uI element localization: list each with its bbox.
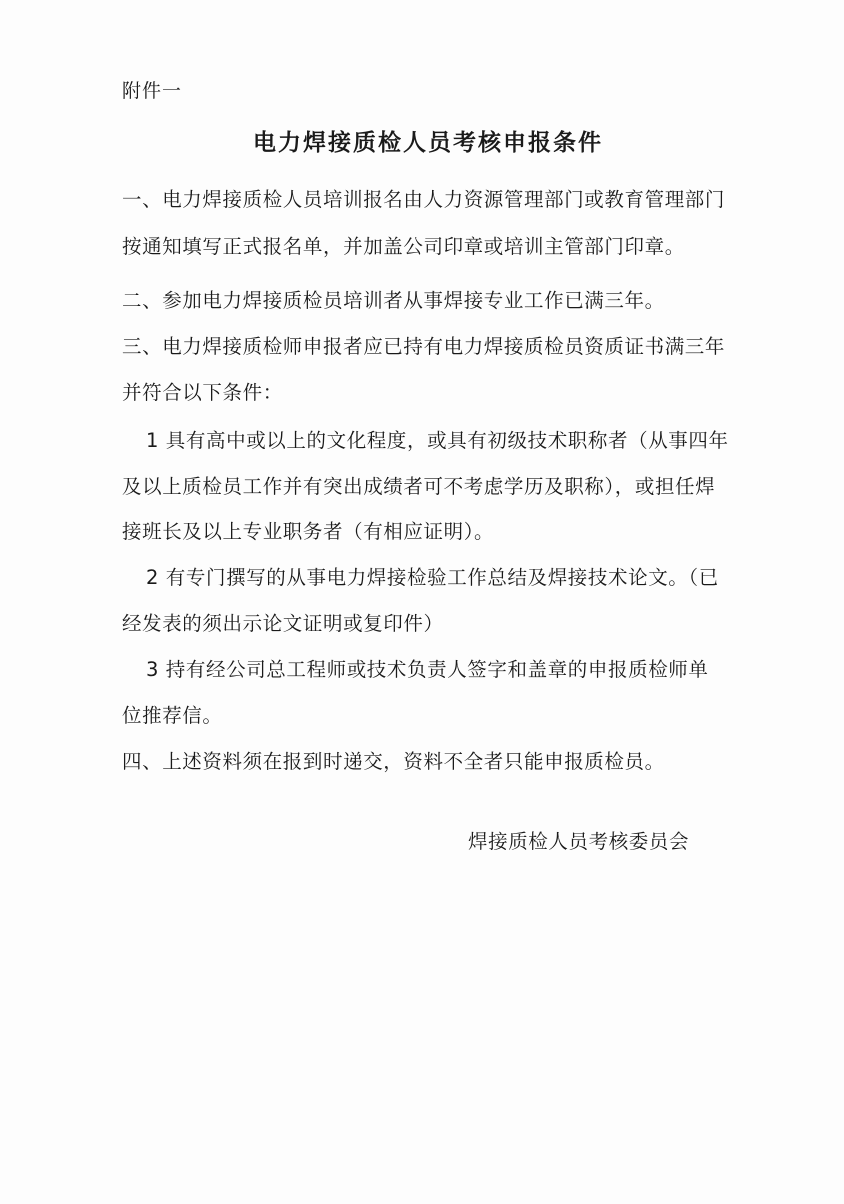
document-title: 电力焊接质检人员考核申报条件 [253,130,603,156]
condition-3-line-2: 位推荐信。 [122,704,223,727]
attachment-label: 附件一 [122,80,183,102]
condition-2-line-2: 经发表的须出示论文证明或复印件） [122,612,444,635]
condition-1-line-3: 接班长及以上专业职务者（有相应证明）。 [122,520,495,543]
condition-3-line-1: 3 持有经公司总工程师或技术负责人签字和盖章的申报质检师单 [146,658,709,681]
condition-2-line-1: 2 有专门撰写的从事电力焊接检验工作总结及焊接技术论文。（已 [146,566,719,589]
signature: 焊接质检人员考核委员会 [468,830,690,853]
condition-1-line-1: 1 具有高中或以上的文化程度，或具有初级技术职称者（从事四年 [146,429,729,452]
paragraph-3-line-1: 三、电力焊接质检师申报者应已持有电力焊接质检员资质证书满三年 [122,335,726,358]
paragraph-1-line-1: 一、电力焊接质检人员培训报名由人力资源管理部门或教育管理部门 [122,188,726,211]
paragraph-1-line-2: 按通知填写正式报名单，并加盖公司印章或培训主管部门印章。 [122,235,685,258]
condition-1-line-2: 及以上质检员工作并有突出成绩者可不考虑学历及职称），或担任焊 [122,475,716,498]
paragraph-2-line-1: 二、参加电力焊接质检员培训者从事焊接专业工作已满三年。 [122,289,665,312]
paragraph-3-line-2: 并符合以下条件： [122,381,283,404]
paragraph-4-line-1: 四、上述资料须在报到时递交，资料不全者只能申报质检员。 [122,750,665,773]
